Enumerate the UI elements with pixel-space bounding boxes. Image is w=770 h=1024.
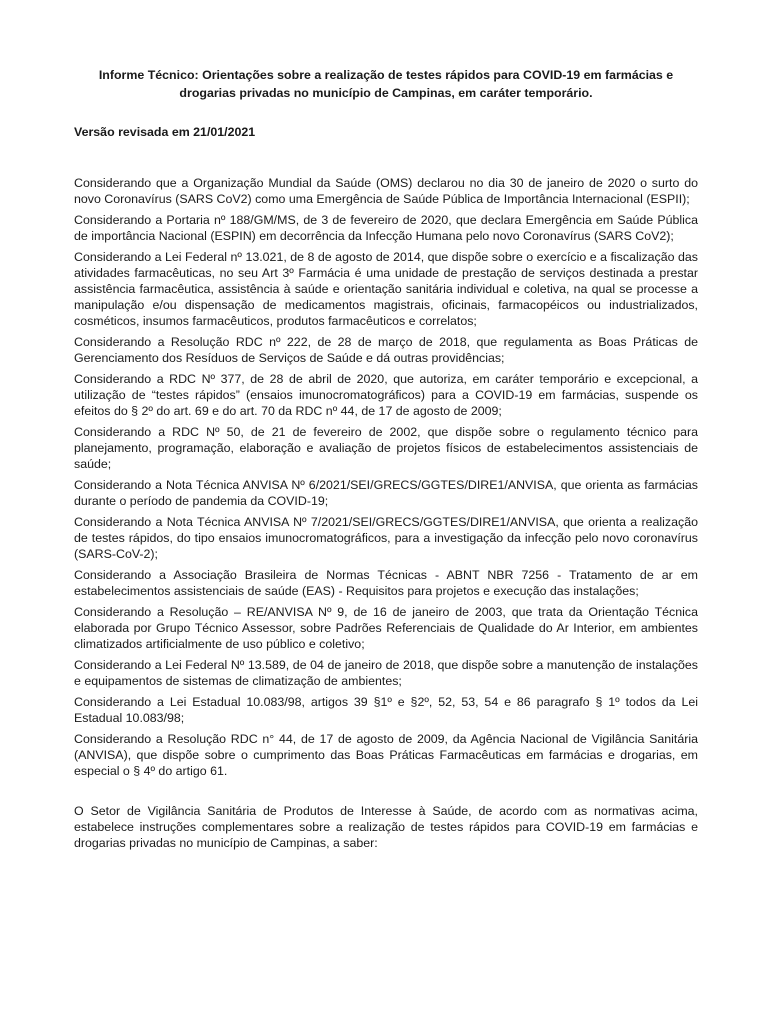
considerando-paragraph: Considerando a RDC Nº 377, de 28 de abril de 2020, que autoriza, em caráter temporário e excepcional, a utilização de “testes rápidos” (ensaios imunocromatográficos) para a COVID-19 em farmácias, suspende os efeitos do § 2º do art. 69 e do art. 70 da RDC nº 44, de 17 de agosto de 2009;	[74, 372, 698, 418]
considerando-paragraph: Considerando a Nota Técnica ANVISA Nº 6/2021/SEI/GRECS/GGTES/DIRE1/ANVISA, que orienta as farmácias durante o período de pandemia da COVID-19;	[74, 478, 698, 508]
considerando-paragraph: Considerando a Resolução RDC n° 44, de 17 de agosto de 2009, da Agência Nacional de Vigilância Sanitária (ANVISA), que dispõe sobre o cumprimento das Boas Práticas Farmacêuticas em farmácias e drogarias, em especial o § 4º do artigo 61.	[74, 732, 698, 778]
document-version: Versão revisada em 21/01/2021	[74, 125, 256, 139]
document-title: Informe Técnico: Orientações sobre a realização de testes rápidos para COVID-19 em farmácias e drogarias privadas no município de Campinas, em caráter temporário.	[98, 68, 674, 100]
considerando-paragraph: Considerando a Associação Brasileira de Normas Técnicas - ABNT NBR 7256 - Tratamento de ar em estabelecimentos assistenciais de saúde (EAS) - Requisitos para projetos e execução das instalações;	[74, 568, 698, 598]
closing-paragraph: O Setor de Vigilância Sanitária de Produtos de Interesse à Saúde, de acordo com as normativas acima, estabelece instruções complementares sobre a realização de testes rápidos para COVID-19 em farmácias e drogarias privadas no município de Campinas, a saber:	[74, 804, 698, 850]
considerando-paragraph: Considerando a Resolução RDC nº 222, de 28 de março de 2018, que regulamenta as Boas Práticas de Gerenciamento dos Resíduos de Serviços de Saúde e dá outras providências;	[74, 335, 698, 365]
considerando-paragraph: Considerando a Lei Estadual 10.083/98, artigos 39 §1º e §2º, 52, 53, 54 e 86 paragrafo § 1º todos da Lei Estadual 10.083/98;	[74, 695, 698, 725]
considerando-paragraph: Considerando a RDC Nº 50, de 21 de fevereiro de 2002, que dispõe sobre o regulamento técnico para planejamento, programação, elaboração e avaliação de projetos físicos de estabelecimentos assistenciais de saúde;	[74, 425, 698, 471]
considerando-paragraph: Considerando a Lei Federal Nº 13.589, de 04 de janeiro de 2018, que dispõe sobre a manutenção de instalações e equipamentos de sistemas de climatização de ambientes;	[74, 658, 698, 688]
considerando-paragraph: Considerando que a Organização Mundial da Saúde (OMS) declarou no dia 30 de janeiro de 2020 o surto do novo Coronavírus (SARS CoV2) como uma Emergência de Saúde Pública de Importância Internacional (ESPII);	[74, 176, 698, 206]
document-page	[74, 66, 698, 856]
considerando-paragraph: Considerando a Resolução – RE/ANVISA Nº 9, de 16 de janeiro de 2003, que trata da Orientação Técnica elaborada por Grupo Técnico Assessor, sobre Padrões Referenciais de Qualidade do Ar Interior, em ambientes climatizados artificialmente de uso público e coletivo;	[74, 605, 698, 651]
considerando-paragraph: Considerando a Nota Técnica ANVISA Nº 7/2021/SEI/GRECS/GGTES/DIRE1/ANVISA, que orienta a realização de testes rápidos, do tipo ensaios imunocromatográficos, para a investigação da infecção pelo novo coronavírus (SARS-CoV-2);	[74, 515, 698, 561]
considerandos-list	[74, 175, 698, 779]
considerando-paragraph: Considerando a Lei Federal nº 13.021, de 8 de agosto de 2014, que dispõe sobre o exercício e a fiscalização das atividades farmacêuticas, no seu Art 3º Farmácia é uma unidade de prestação de serviços destinada a prestar assistência farmacêutica, assistência à saúde e orientação sanitária individual e coletiva, na qual se processe a manipulação e/ou dispensação de medicamentos magistrais, oficinais, farmacopéicos ou industrializados, cosméticos, insumos farmacêuticos, produtos farmacêuticos e correlatos;	[74, 250, 698, 328]
considerando-paragraph: Considerando a Portaria nº 188/GM/MS, de 3 de fevereiro de 2020, que declara Emergência em Saúde Pública de importância Nacional (ESPIN) em decorrência da Infecção Humana pelo novo Coronavírus (SARS CoV2);	[74, 213, 698, 243]
